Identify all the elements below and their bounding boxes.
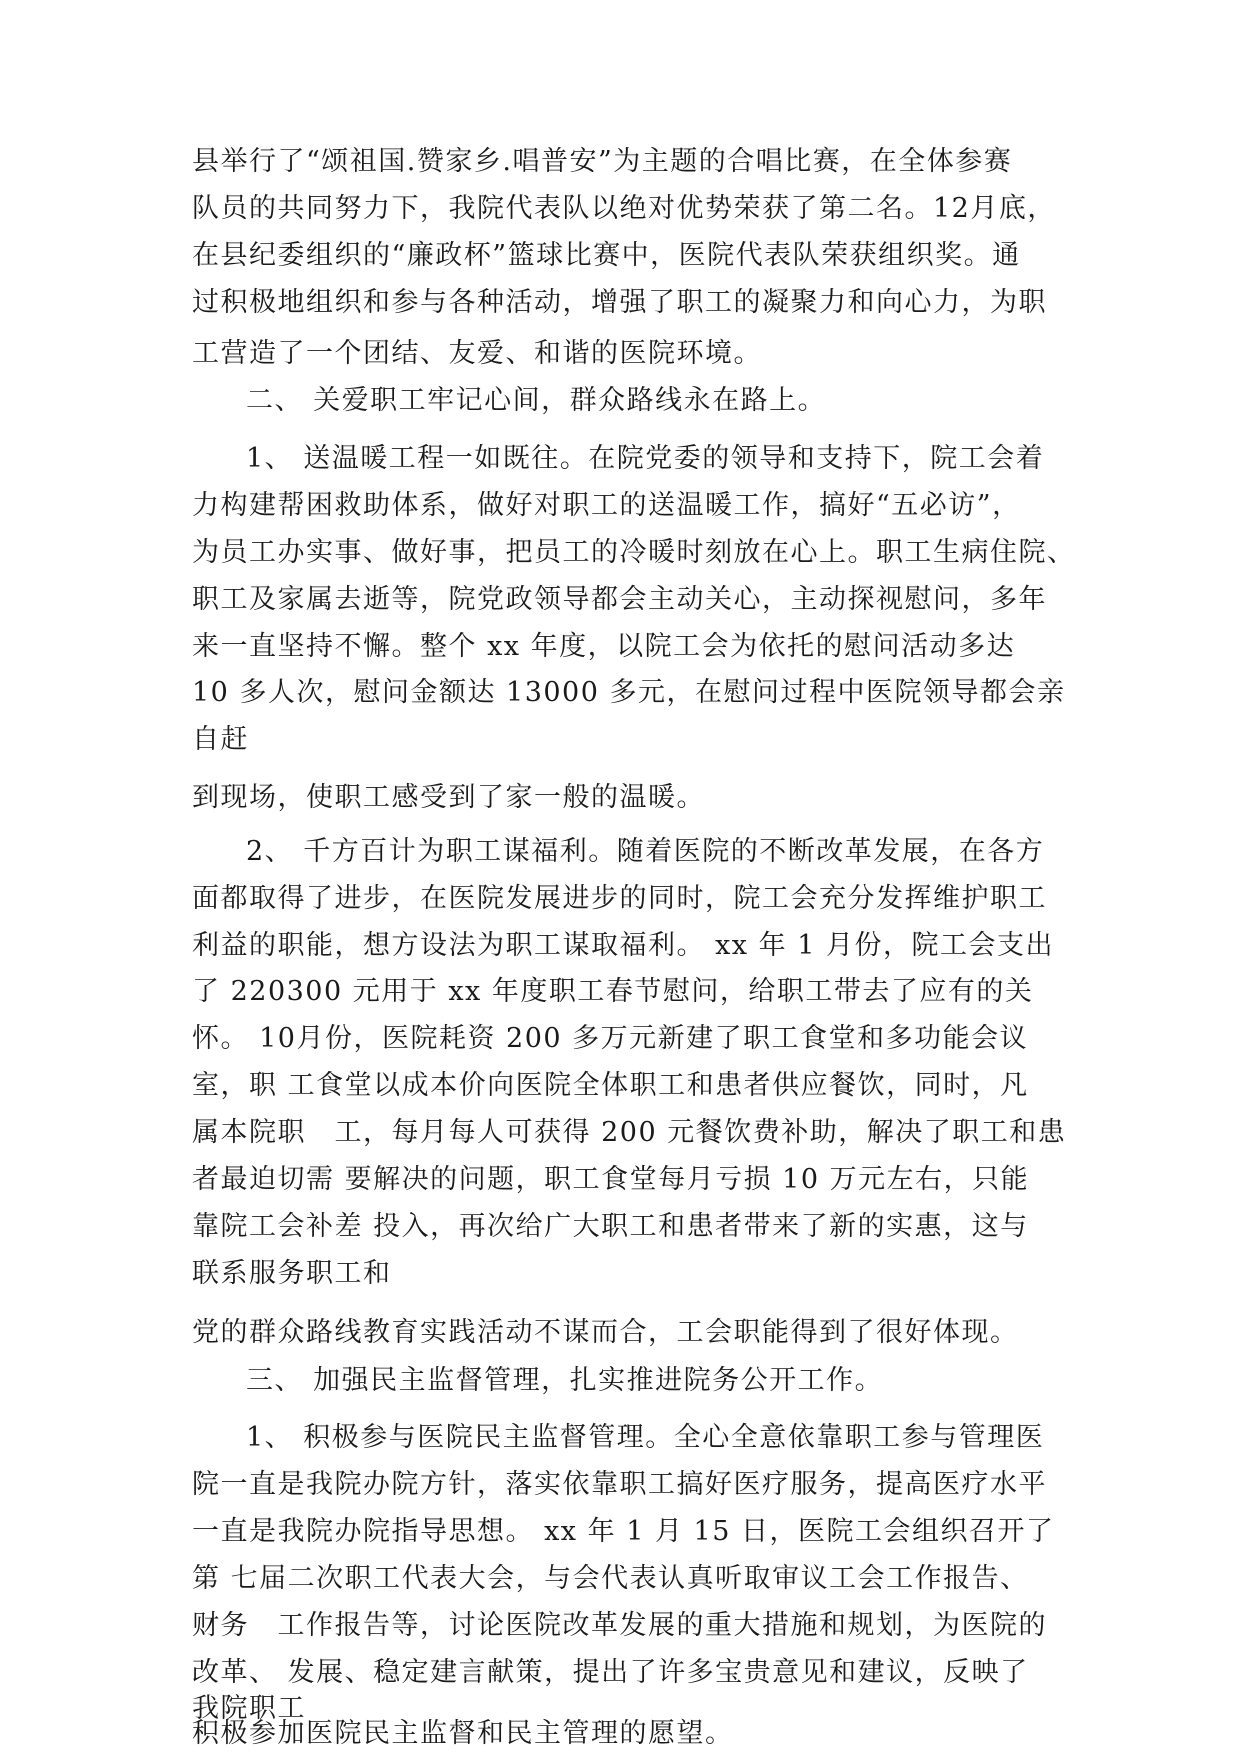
text-line-8: 力构建帮困救助体系，做好对职工的送温暖工作，搞好“五必访”， bbox=[192, 490, 1021, 521]
text-line-33: 我院职工 bbox=[192, 1693, 306, 1724]
text-line-18: 了 220300 元用于 xx 年度职工春节慰问，给职工带去了应有的关 bbox=[192, 976, 1034, 1007]
section-heading-3: 三、 加强民主监督管理，扎实推进院务公开工作。 bbox=[246, 1365, 884, 1396]
text-line-12: 10 多人次，慰问金额达 13000 多元，在慰问过程中医院领导都会亲 bbox=[192, 677, 1066, 708]
text-line-1: 县举行了“颂祖国.赞家乡.唱普安”为主题的合唱比赛，在全体参赛 bbox=[192, 146, 1013, 177]
item-heading-3-1: 1、 积极参与医院民主监督管理。全心全意依靠职工参与管理医 bbox=[246, 1422, 1045, 1453]
text-line-3: 在县纪委组织的“廉政杯”篮球比赛中，医院代表队荣获组织奖。通 bbox=[192, 240, 1021, 271]
text-line-32: 改革、 发展、稳定建言献策，提出了许多宝贵意见和建议，反映了 bbox=[192, 1657, 1029, 1688]
text-line-5: 工营造了一个团结、友爱、和谐的医院环境。 bbox=[192, 338, 762, 369]
text-line-9: 为员工办实事、做好事，把员工的冷暖时刻放在心上。职工生病住院、 bbox=[192, 537, 1076, 568]
text-line-34: 积极参加医院民主监督和民主管理的愿望。 bbox=[192, 1718, 734, 1749]
text-line-16: 面都取得了进步，在医院发展进步的同时，院工会充分发挥维护职工 bbox=[192, 883, 1047, 914]
text-line-17: 利益的职能，想方设法为职工谋取福利。 xx 年 1 月份，院工会支出 bbox=[192, 930, 1054, 961]
text-line-21: 属本院职 工，每月每人可获得 200 元餐饮费补助，解决了职工和患 bbox=[192, 1117, 1067, 1148]
text-line-19: 怀。 10月份，医院耗资 200 多万元新建了职工食堂和多功能会议 bbox=[192, 1023, 1029, 1054]
text-line-20: 室，职 工食堂以成本价向医院全体职工和患者供应餐饮，同时，凡 bbox=[192, 1070, 1029, 1101]
text-line-23: 靠院工会补差 投入，再次给广大职工和患者带来了新的实惠，这与 bbox=[192, 1211, 1029, 1242]
item-heading-2-1: 1、 送温暖工程一如既往。在院党委的领导和支持下，院工会着 bbox=[246, 443, 1045, 474]
section-heading-2: 二、 关爱职工牢记心间，群众路线永在路上。 bbox=[246, 385, 827, 416]
text-line-10: 职工及家属去逝等，院党政领导都会主动关心，主动探视慰问，多年 bbox=[192, 584, 1047, 615]
text-line-4: 过积极地组织和参与各种活动，增强了职工的凝聚力和向心力，为职 bbox=[192, 287, 1047, 318]
text-line-30: 第 七届二次职工代表大会，与会代表认真听取审议工会工作报告、 bbox=[192, 1563, 1029, 1594]
item-heading-2-2: 2、 千方百计为职工谋福利。随着医院的不断改革发展，在各方 bbox=[246, 836, 1045, 867]
text-line-25: 党的群众路线教育实践活动不谋而合，工会职能得到了很好体现。 bbox=[192, 1317, 1019, 1348]
text-line-13: 自赶 bbox=[192, 724, 249, 755]
text-line-28: 院一直是我院办院方针，落实依靠职工搞好医疗服务，提高医疗水平 bbox=[192, 1469, 1047, 1500]
text-line-29: 一直是我院办院指导思想。 xx 年 1 月 15 日，医院工会组织召开了 bbox=[192, 1516, 1055, 1547]
text-line-11: 来一直坚持不懈。整个 xx 年度，以院工会为依托的慰问活动多达 bbox=[192, 631, 1016, 662]
text-line-24: 联系服务职工和 bbox=[192, 1258, 392, 1289]
text-line-14: 到现场，使职工感受到了家一般的温暖。 bbox=[192, 782, 705, 813]
text-line-31: 财务 工作报告等，讨论医院改革发展的重大措施和规划，为医院的 bbox=[192, 1610, 1047, 1641]
text-line-22: 者最迫切需 要解决的问题，职工食堂每月亏损 10 万元左右，只能 bbox=[192, 1164, 1030, 1195]
text-line-2: 队员的共同努力下，我院代表队以绝对优势荣获了第二名。12月底， bbox=[192, 193, 1056, 224]
